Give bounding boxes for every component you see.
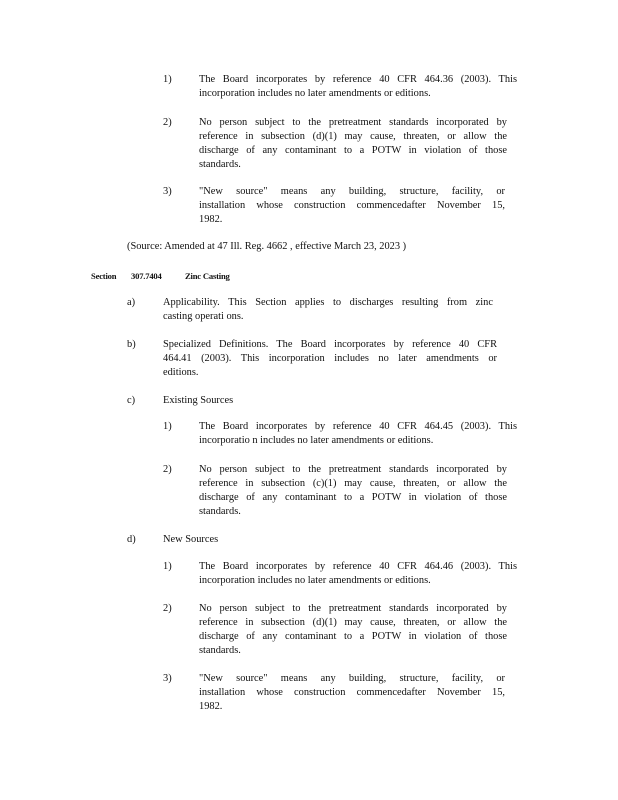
subsection-text [163,338,497,380]
line: "New source" means any building, structure, facility, or [199,673,505,684]
line: 1982. [199,214,223,225]
subsection-title: New Sources [163,534,219,545]
item-marker: 1) [163,421,172,432]
line: Specialized Definitions. The Board incorporates by reference 40 CFR [163,339,497,350]
item-text [199,672,505,714]
item-marker: 2) [163,117,172,128]
section-number: 307.7404 [131,271,162,281]
line: casting operati ons. [163,311,244,322]
line: editions. [163,367,199,378]
item-text [199,116,507,172]
item-text [199,463,507,519]
item-text [199,560,517,588]
subsection-marker: a) [127,297,136,308]
line: standards. [199,159,241,170]
line: reference in subsection (d)(1) may cause, threaten, or allow the [199,617,507,628]
source-note: (Source: Amended at 47 Ill. Reg. 4662 , effective March 23, 2023 ) [127,241,407,252]
line: incorporation includes no later amendments or editions. [199,88,431,99]
line: reference in subsection (c)(1) may cause, threaten, or allow the [199,478,507,489]
item-text [199,73,517,101]
line: No person subject to the pretreatment standards incorporated by [199,603,507,614]
line: 1982. [199,701,223,712]
line: incorporation includes no later amendments or editions. [199,575,431,586]
line: incorporatio n includes no later amendments or editions. [199,435,434,446]
section-title: Zinc Casting [185,271,230,281]
item-text [199,420,517,448]
line: reference in subsection (d)(1) may cause, threaten, or allow the [199,131,507,142]
item-marker: 3) [163,673,172,684]
line: No person subject to the pretreatment standards incorporated by [199,117,507,128]
line: standards. [199,506,241,517]
item-marker: 3) [163,186,172,197]
line: installation whose construction commencedafter November 15, [199,687,505,698]
item-marker: 1) [163,561,172,572]
subsection-text [163,296,493,324]
item-marker: 2) [163,464,172,475]
subsection-title: Existing Sources [163,395,234,406]
item-text [199,602,507,658]
line: The Board incorporates by reference 40 CFR 464.46 (2003). This [199,561,517,572]
line: "New source" means any building, structure, facility, or [199,186,505,197]
subsection-marker: b) [127,339,136,350]
line: 464.41 (2003). This incorporation includes no later amendments or [163,353,497,364]
item-text [199,185,505,227]
item-marker: 2) [163,603,172,614]
subsection-marker: d) [127,534,136,545]
line: discharge of any contaminant to a POTW in violation of those [199,631,507,642]
line: The Board incorporates by reference 40 CFR 464.36 (2003). This [199,74,517,85]
item-marker: 1) [163,74,172,85]
line: standards. [199,645,241,656]
line: Applicability. This Section applies to discharges resulting from zinc [163,297,493,308]
section-label: Section [91,271,117,281]
line: No person subject to the pretreatment standards incorporated by [199,464,507,475]
line: The Board incorporates by reference 40 CFR 464.45 (2003). This [199,421,517,432]
line: discharge of any contaminant to a POTW in violation of those [199,492,507,503]
line: discharge of any contaminant to a POTW in violation of those [199,145,507,156]
line: installation whose construction commencedafter November 15, [199,200,505,211]
subsection-marker: c) [127,395,136,406]
